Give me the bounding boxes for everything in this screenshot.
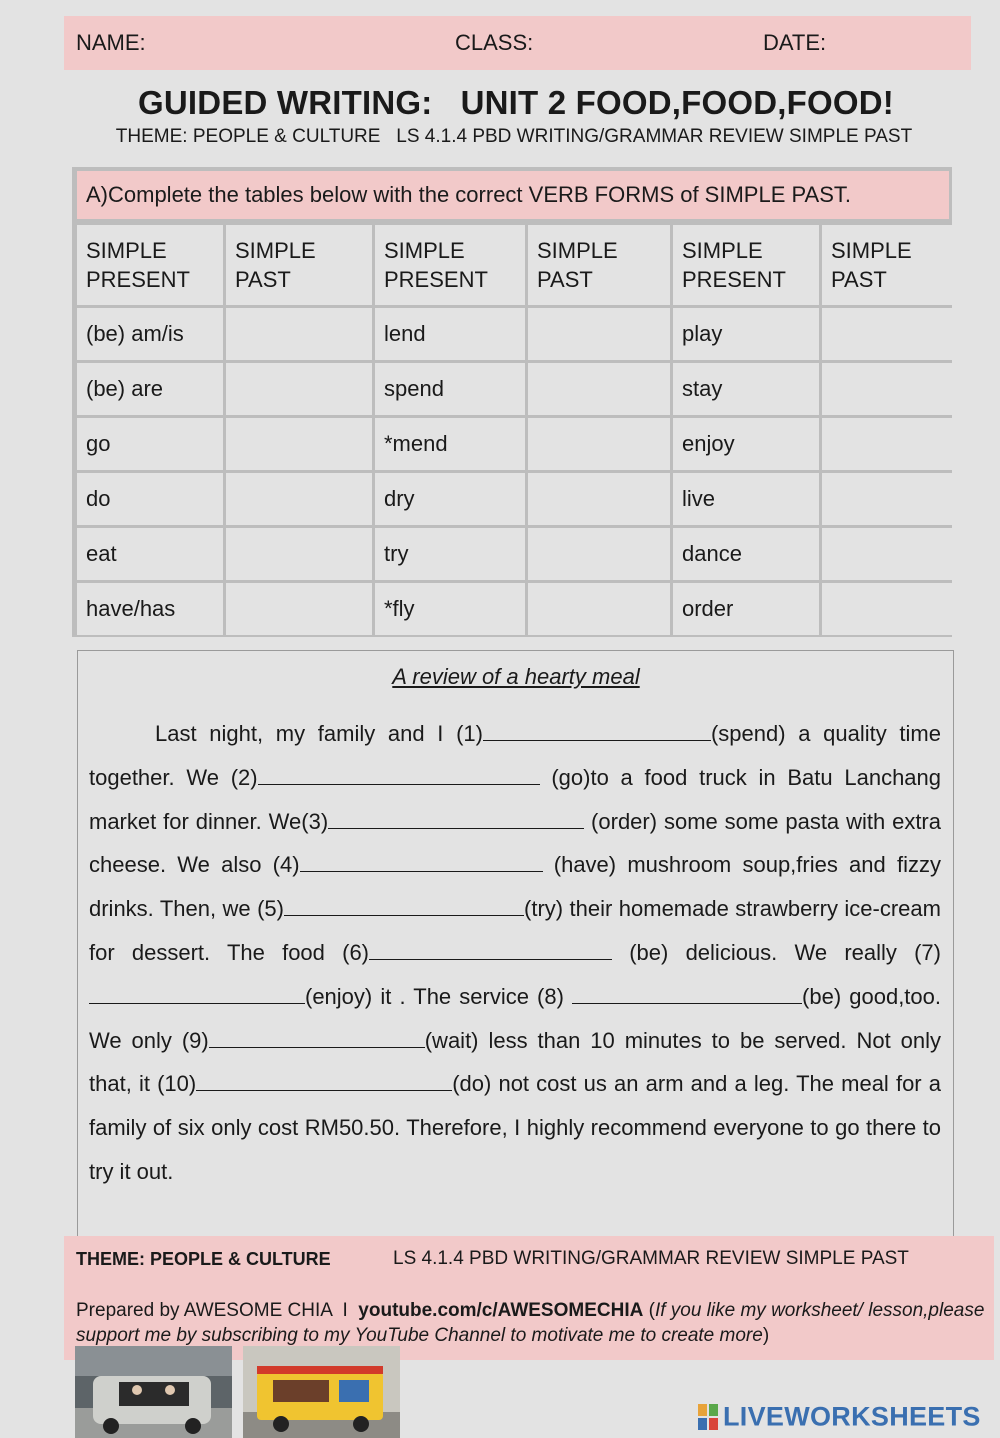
footer-theme: THEME: PEOPLE & CULTURE bbox=[76, 1249, 331, 1269]
verb-present: dry bbox=[375, 473, 525, 525]
verb-present: dance bbox=[673, 528, 819, 580]
verb-present: *fly bbox=[375, 583, 525, 635]
past-answer-input[interactable] bbox=[537, 425, 665, 463]
paren-close: ) bbox=[762, 1325, 770, 1346]
past-answer-cell[interactable] bbox=[226, 363, 372, 415]
table-row bbox=[77, 418, 969, 470]
verb-present: (be) are bbox=[77, 363, 223, 415]
past-answer-cell[interactable] bbox=[822, 583, 969, 635]
table-row bbox=[77, 363, 969, 415]
past-answer-cell[interactable] bbox=[226, 583, 372, 635]
brand-text: LIVEWORKSHEETS bbox=[723, 1401, 981, 1432]
past-answer-input[interactable] bbox=[235, 370, 367, 408]
review-text-segment: (go)to a food truck in Batu Lanchang market for dinner. We(3) bbox=[89, 764, 942, 834]
youtube-link[interactable]: youtube.com/c/AWESOMECHIA bbox=[358, 1300, 644, 1321]
worksheet-subtitle: THEME: PEOPLE & CULTURE LS 4.1.4 PBD WRITING/GRAMMAR REVIEW SIMPLE PAST bbox=[115, 126, 913, 147]
past-answer-cell[interactable] bbox=[528, 308, 670, 360]
header-simple-present: SIMPLE PRESENT bbox=[673, 225, 819, 305]
verb-present: eat bbox=[77, 528, 223, 580]
liveworksheets-brand[interactable] bbox=[698, 1400, 981, 1434]
past-answer-cell[interactable] bbox=[226, 308, 372, 360]
blank-8[interactable] bbox=[572, 979, 802, 1004]
past-answer-input[interactable] bbox=[831, 535, 964, 573]
worksheet-title: GUIDED WRITING: UNIT 2 FOOD,FOOD,FOOD! bbox=[138, 84, 894, 121]
review-text-segment: (have) mushroom soup,fries and fizzy drinks. Then, we (5) bbox=[89, 852, 941, 922]
name-label: NAME: bbox=[76, 30, 146, 55]
review-text-segment: (be) good,too. We only (9) bbox=[89, 983, 941, 1053]
review-title: A review of a hearty meal bbox=[392, 664, 640, 689]
past-answer-cell[interactable] bbox=[822, 473, 969, 525]
past-answer-cell[interactable] bbox=[822, 528, 969, 580]
past-answer-input[interactable] bbox=[235, 590, 367, 628]
table-row bbox=[77, 308, 969, 360]
food-truck-photo-graphic bbox=[243, 1346, 400, 1438]
header-simple-past: SIMPLE PAST bbox=[226, 225, 372, 305]
past-answer-input[interactable] bbox=[831, 590, 964, 628]
footer-credit bbox=[76, 1298, 986, 1348]
review-text-segment: (do) not cost us an arm and a leg. The meal for a family of six only cost RM50.50. Therefore, I highly recommend everyone to go there to try it out. bbox=[89, 1071, 941, 1184]
past-answer-input[interactable] bbox=[831, 480, 964, 518]
verb-forms-table bbox=[74, 222, 972, 638]
verb-present: play bbox=[673, 308, 819, 360]
header-simple-past: SIMPLE PAST bbox=[822, 225, 969, 305]
instruction-text: A)Complete the tables below with the correct VERB FORMS of SIMPLE PAST. bbox=[77, 171, 949, 219]
verb-present: lend bbox=[375, 308, 525, 360]
verb-present: enjoy bbox=[673, 418, 819, 470]
blank-5[interactable] bbox=[284, 891, 524, 916]
blank-9[interactable] bbox=[209, 1023, 425, 1048]
date-label: DATE: bbox=[763, 30, 827, 55]
prepared-by: Prepared by AWESOME CHIA I bbox=[76, 1300, 359, 1321]
paren-open: ( bbox=[643, 1300, 655, 1321]
past-answer-input[interactable] bbox=[235, 315, 367, 353]
liveworksheets-logo-icon bbox=[698, 1404, 720, 1430]
past-answer-cell[interactable] bbox=[528, 528, 670, 580]
past-answer-cell[interactable] bbox=[528, 583, 670, 635]
past-answer-cell[interactable] bbox=[226, 528, 372, 580]
blank-2[interactable] bbox=[258, 760, 540, 785]
past-answer-input[interactable] bbox=[235, 425, 367, 463]
verb-present: stay bbox=[673, 363, 819, 415]
blank-4[interactable] bbox=[300, 847, 543, 872]
header-simple-present: SIMPLE PRESENT bbox=[375, 225, 525, 305]
food-truck-photo bbox=[243, 1346, 400, 1438]
past-answer-input[interactable] bbox=[831, 315, 964, 353]
verb-present: try bbox=[375, 528, 525, 580]
past-answer-input[interactable] bbox=[537, 315, 665, 353]
verb-present: order bbox=[673, 583, 819, 635]
past-answer-cell[interactable] bbox=[822, 308, 969, 360]
header-simple-past: SIMPLE PAST bbox=[528, 225, 670, 305]
food-truck-photo bbox=[75, 1346, 232, 1438]
verb-present: have/has bbox=[77, 583, 223, 635]
header-simple-present: SIMPLE PRESENT bbox=[77, 225, 223, 305]
past-answer-cell[interactable] bbox=[226, 418, 372, 470]
review-text-segment: (enjoy) it . The service (8) bbox=[305, 983, 573, 1009]
past-answer-cell[interactable] bbox=[226, 473, 372, 525]
review-text-segment: (be) delicious. We really (7) bbox=[612, 939, 941, 965]
past-answer-input[interactable] bbox=[537, 590, 665, 628]
footer-learning-standard: LS 4.1.4 PBD WRITING/GRAMMAR REVIEW SIMPLE PAST bbox=[393, 1248, 909, 1269]
review-text-segment: Last night, my family and I (1) bbox=[155, 721, 483, 746]
verb-present: spend bbox=[375, 363, 525, 415]
past-answer-input[interactable] bbox=[537, 480, 665, 518]
blank-6[interactable] bbox=[369, 935, 612, 960]
table-header-row bbox=[77, 225, 969, 305]
verb-present: go bbox=[77, 418, 223, 470]
review-text-segment: (wait) less than 10 minutes to be served. Not only that, it (10) bbox=[89, 1027, 941, 1097]
blank-10[interactable] bbox=[196, 1066, 452, 1091]
past-answer-cell[interactable] bbox=[822, 418, 969, 470]
past-answer-cell[interactable] bbox=[822, 363, 969, 415]
past-answer-input[interactable] bbox=[235, 535, 367, 573]
student-info-bar bbox=[64, 16, 971, 70]
review-text-segment: (order) some some pasta with extra cheese. We also (4) bbox=[89, 808, 941, 878]
support-note: If you like my worksheet/ lesson,please support me by subscribing to my YouTube Channel to motivate me to create more bbox=[76, 1300, 985, 1346]
blank-1[interactable] bbox=[483, 716, 711, 741]
past-answer-cell[interactable] bbox=[528, 473, 670, 525]
review-text-segment: (try) their homemade strawberry ice-cream for dessert. The food (6) bbox=[89, 896, 941, 965]
past-answer-input[interactable] bbox=[831, 425, 964, 463]
verb-present: do bbox=[77, 473, 223, 525]
class-label: CLASS: bbox=[455, 30, 534, 55]
blank-7[interactable] bbox=[89, 979, 305, 1004]
verb-present: (be) am/is bbox=[77, 308, 223, 360]
table-row bbox=[77, 473, 969, 525]
past-answer-cell[interactable] bbox=[528, 418, 670, 470]
verb-present: live bbox=[673, 473, 819, 525]
review-text-segment: (spend) a quality time together. We (2) bbox=[89, 721, 941, 790]
past-answer-input[interactable] bbox=[537, 370, 665, 408]
blank-3[interactable] bbox=[328, 804, 584, 829]
past-answer-input[interactable] bbox=[235, 480, 367, 518]
past-answer-input[interactable] bbox=[537, 535, 665, 573]
table-row bbox=[77, 583, 969, 635]
table-row bbox=[77, 528, 969, 580]
past-answer-input[interactable] bbox=[831, 370, 964, 408]
food-truck-photo-graphic bbox=[75, 1346, 232, 1438]
past-answer-cell[interactable] bbox=[528, 363, 670, 415]
review-passage bbox=[89, 712, 941, 1194]
verb-present: *mend bbox=[375, 418, 525, 470]
